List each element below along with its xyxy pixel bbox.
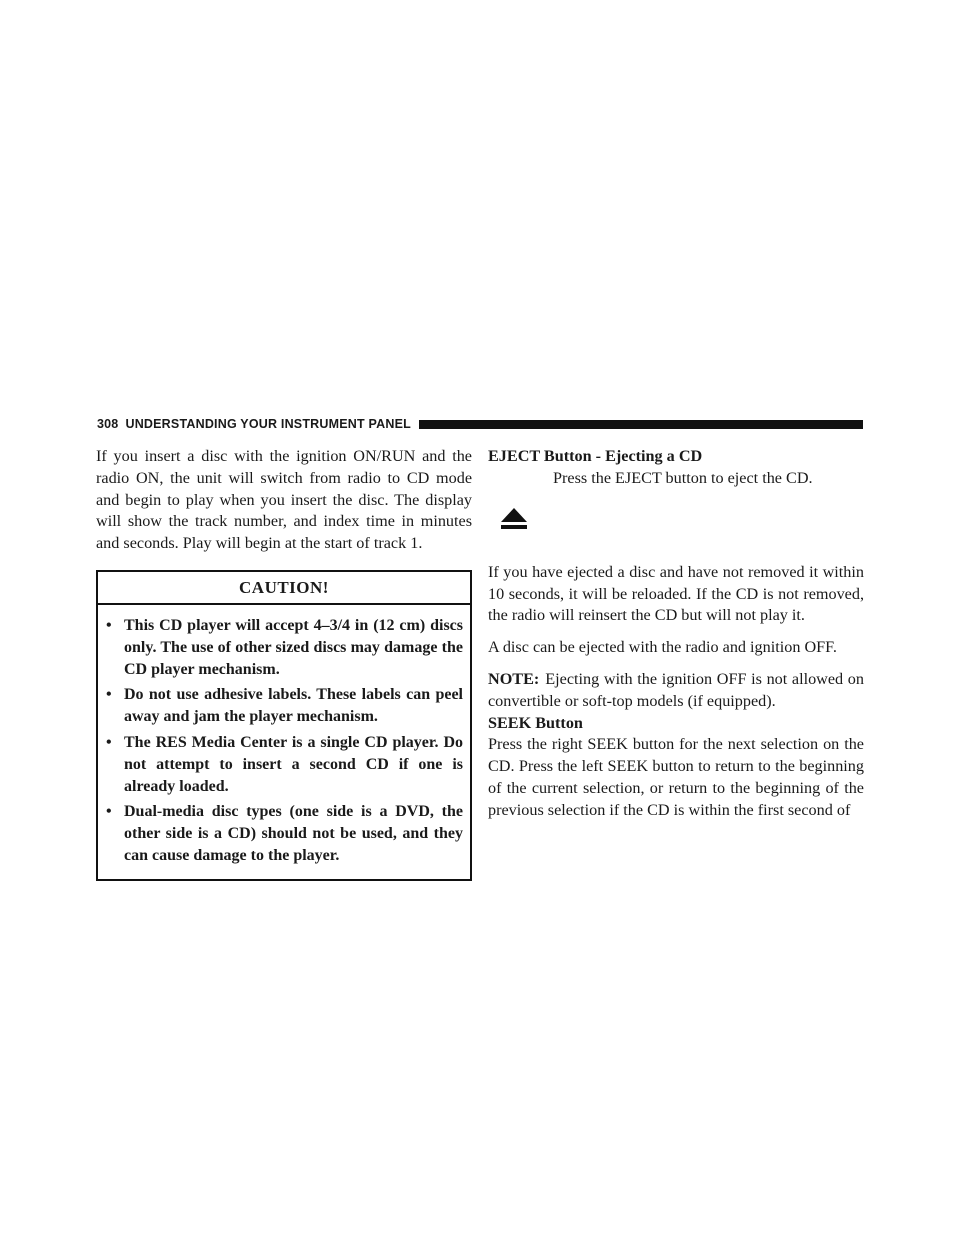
bullet-icon: • [106,803,112,821]
off-paragraph: A disc can be ejected with the radio and ignition OFF. [488,638,837,657]
note-paragraph [488,669,864,713]
seek-heading: SEEK Button [488,713,583,732]
note-text: Ejecting with the ignition OFF is not allowed on convertible or soft-top models (if equipped). [488,669,864,710]
eject-heading: EJECT Button - Ejecting a CD [488,447,703,465]
page-header [97,416,863,432]
right-column [488,446,864,822]
caution-item-text: The RES Media Center is a single CD player. Do not attempt to insert a second CD if one is already loaded. [124,733,463,795]
caution-item-text: Dual-media disc types (one side is a DVD, the other side is a CD) should not be used, and they can cause damage to the player. [124,803,463,864]
caution-item [104,615,463,680]
caution-item [104,732,463,797]
eject-instruction: Press the EJECT button to eject the CD. [553,468,813,487]
caution-list [98,605,470,879]
caution-item [104,684,463,728]
seek-paragraph: Press the right SEEK button for the next selection on the CD. Press the left SEEK button to return to the beginning of the current selection, or return to the beginning of the previous selection if the CD is within the first second of [488,735,864,819]
header-rule [419,420,863,429]
intro-paragraph: If you insert a disc with the ignition ON/RUN and the radio ON, the unit will switch from radio to CD mode and begin to play when you insert the disc. The display will show the track number, and index time in minutes and seconds. Play will begin at the start of track 1. [96,447,472,553]
eject-icon [500,506,528,531]
bullet-icon: • [106,616,112,634]
caution-title: CAUTION! [98,572,470,605]
caution-box [96,570,472,881]
page-number: 308 [97,417,119,431]
reload-paragraph: If you have ejected a disc and have not removed it within 10 seconds, it will be reloaded. If the CD is not removed, the radio will reinsert the CD but will not play it. [488,562,864,625]
bullet-icon: • [106,733,112,751]
caution-item-text: This CD player will accept 4–3/4 in (12 cm) discs only. The use of other sized discs may damage the CD player mechanism. [124,616,463,678]
left-column [96,446,472,881]
section-title: UNDERSTANDING YOUR INSTRUMENT PANEL [125,417,411,431]
note-label: NOTE: [488,669,540,688]
caution-item [104,801,463,866]
bullet-icon: • [106,686,112,704]
eject-row [488,468,864,562]
caution-item-text: Do not use adhesive labels. These labels can peel away and jam the player mechanism. [124,686,463,726]
